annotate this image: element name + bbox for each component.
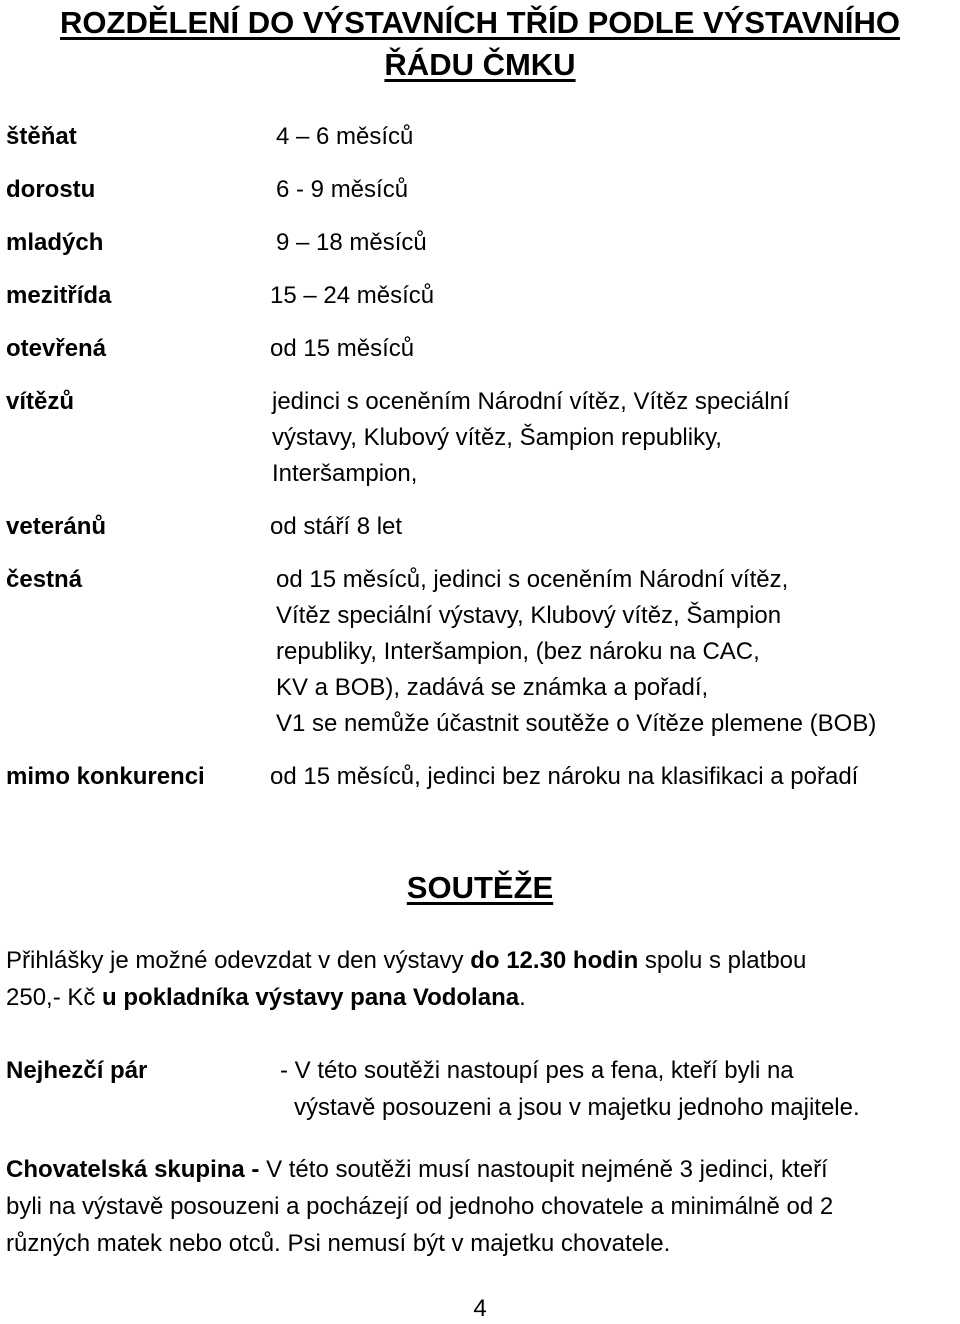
pair-competition-line-1: - V této soutěži nastoupí pes a fena, kteří byli na (280, 1057, 794, 1084)
class-name: mladých (6, 229, 104, 256)
class-description-line: V1 se nemůže účastnit soutěže o Vítěze plemene (BOB) (276, 710, 877, 737)
group-competition (6, 1151, 956, 1262)
class-description-line: 6 - 9 měsíců (276, 176, 409, 203)
page-title-line-1: ROZDĚLENÍ DO VÝSTAVNÍCH TŘÍD PODLE VÝSTAVNÍHO (60, 5, 900, 40)
class-description (276, 562, 960, 742)
class-description-line: 9 – 18 měsíců (276, 229, 427, 256)
registration-cashier: u pokladníka výstavy pana Vodolana (102, 984, 520, 1011)
class-description-line: jedinci s oceněním Národní vítěz, Vítěz speciální (272, 388, 790, 415)
registration-line-2 (6, 979, 956, 1016)
group-competition-label: Chovatelská skupina - (6, 1156, 260, 1183)
class-description-line: Interšampion, (272, 460, 418, 487)
class-description (276, 172, 960, 208)
page-title (0, 2, 960, 86)
class-description-line: od stáří 8 let (270, 513, 403, 540)
class-description-line: Vítěz speciální výstavy, Klubový vítěz, Šampion (276, 602, 782, 629)
registration-paragraph (6, 942, 956, 1016)
class-description-line: výstavy, Klubový vítěz, Šampion republiky, (272, 424, 722, 451)
class-name: veteránů (6, 513, 107, 540)
class-name: otevřená (6, 335, 107, 362)
class-description (270, 759, 960, 795)
class-description (270, 331, 960, 367)
pair-competition-line-2: výstavě posouzeni a jsou v majetku jednoho majitele. (294, 1094, 860, 1121)
registration-text: . (519, 984, 526, 1011)
class-description-line: od 15 měsíců, jedinci s oceněním Národní vítěz, (276, 566, 789, 593)
class-description-line: 15 – 24 měsíců (270, 282, 435, 309)
class-description-line: 4 – 6 měsíců (276, 123, 414, 150)
registration-deadline: do 12.30 hodin (470, 947, 639, 974)
competitions-heading: SOUTĚŽE (406, 870, 554, 905)
class-name: vítězů (6, 388, 75, 415)
group-competition-text: V této soutěži musí nastoupit nejméně 3 jedinci, kteří (259, 1156, 828, 1183)
class-name: mimo konkurenci (6, 763, 205, 790)
registration-line-1 (6, 942, 956, 979)
group-competition-line-2: byli na výstavě posouzeni a pocházejí od jednoho chovatele a minimálně od 2 (6, 1193, 834, 1220)
class-name: čestná (6, 566, 83, 593)
class-description-line: republiky, Interšampion, (bez nároku na CAC, (276, 638, 760, 665)
class-description-line: KV a BOB), zadává se známka a pořadí, (276, 674, 709, 701)
registration-fee: 250,- Kč (6, 984, 103, 1011)
registration-text: Přihlášky je možné odevzdat v den výstavy (6, 947, 471, 974)
class-description (270, 278, 960, 314)
class-description-line: od 15 měsíců, jedinci bez nároku na klasifikaci a pořadí (270, 763, 859, 790)
class-name: štěňat (6, 123, 77, 150)
class-description (276, 225, 960, 261)
pair-competition-label: Nejhezčí pár (6, 1057, 148, 1084)
page-title-line-2: ŘÁDU ČMKU (384, 47, 576, 82)
class-description (272, 384, 960, 492)
group-competition-line-1 (6, 1151, 956, 1188)
class-name: mezitřída (6, 282, 112, 309)
class-name: dorostu (6, 176, 96, 203)
class-description (270, 509, 960, 545)
page-number: 4 (473, 1295, 487, 1322)
group-competition-line-3: různých matek nebo otců. Psi nemusí být v majetku chovatele. (6, 1230, 671, 1257)
class-description-line: od 15 měsíců (270, 335, 415, 362)
class-description (276, 119, 960, 155)
registration-text: spolu s platbou (638, 947, 807, 974)
